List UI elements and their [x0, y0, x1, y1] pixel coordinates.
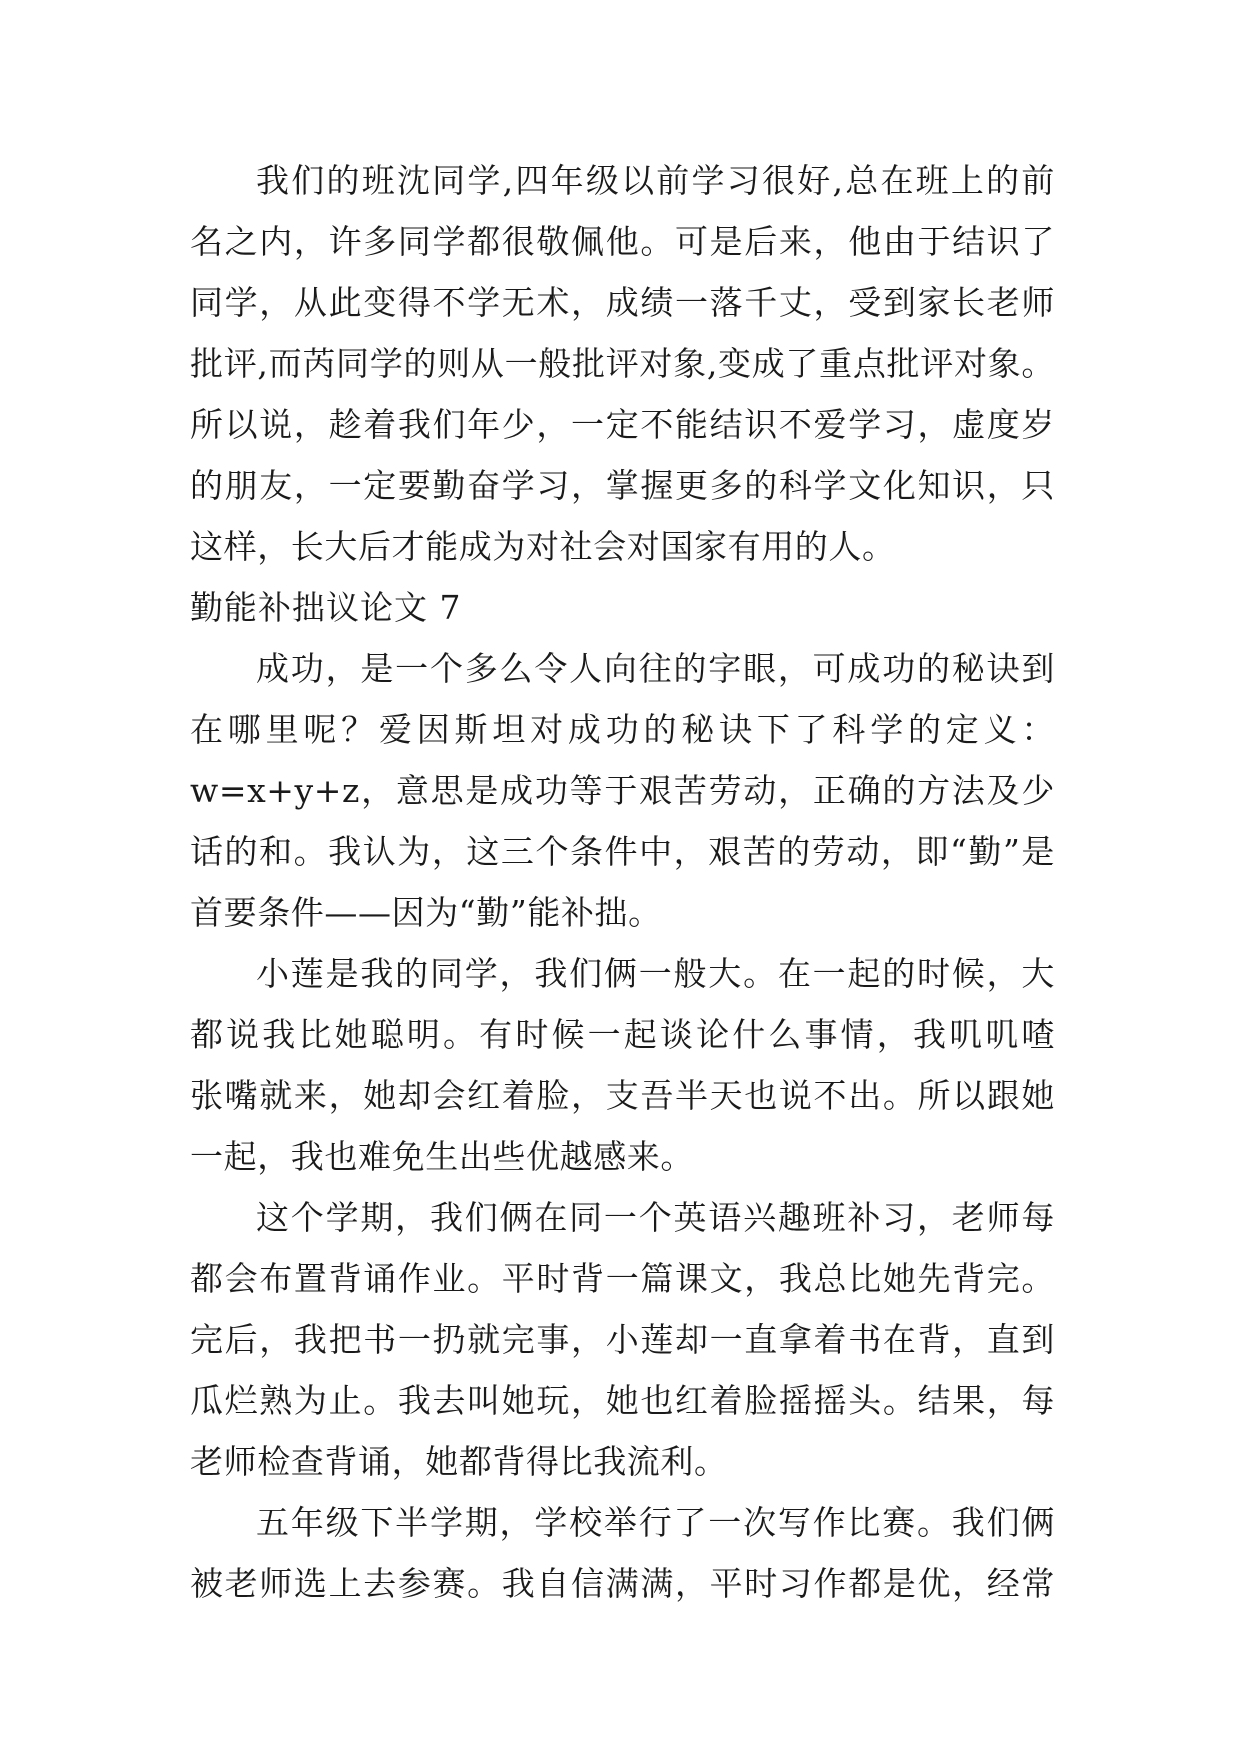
text-line: 一起，我也难免生出些优越感来。 [190, 1137, 694, 1176]
text-line: 都会布置背诵作业。平时背一篇课文，我总比她先背完。 [190, 1259, 1055, 1298]
text-line: 成功，是一个多么令人向往的字眼，可成功的秘诀到 [256, 649, 1055, 688]
text-line: 都说我比她聪明。有时候一起谈论什么事情，我叽叽喳 [190, 1015, 1055, 1054]
text-line: 在哪里呢？爱因斯坦对成功的秘诀下了科学的定义： [190, 710, 1055, 749]
text-line: 话的和。我认为，这三个条件中，艰苦的劳动，即“勤”是 [190, 832, 1055, 871]
text-line: 的朋友，一定要勤奋学习，掌握更多的科学文化知识，只 [190, 466, 1055, 505]
text-line: 首要条件——因为“勤”能补拙。 [190, 893, 662, 932]
text-line: 名之内，许多同学都很敬佩他。可是后来，他由于结识了 [190, 222, 1055, 261]
text-line: 小莲是我的同学，我们俩一般大。在一起的时候，大 [256, 954, 1055, 993]
text-line: 同学，从此变得不学无术，成绩一落千丈，受到家长老师 [190, 283, 1055, 322]
text-line: w=x+y+z，意思是成功等于艰苦劳动，正确的方法及少 [190, 771, 1055, 810]
section-heading: 勤能补拙议论文 7 [190, 588, 462, 627]
text-line: 这个学期，我们俩在同一个英语兴趣班补习，老师每 [256, 1198, 1055, 1237]
text-line: 这样，长大后才能成为对社会对国家有用的人。 [190, 527, 896, 566]
essay-body [190, 150, 1055, 1614]
text-line: 我们的班沈同学,四年级以前学习很好,总在班上的前 [256, 161, 1055, 200]
text-line: 张嘴就来，她却会红着脸，支吾半天也说不出。所以跟她 [190, 1076, 1055, 1115]
text-line: 批评,而芮同学的则从一般批评对象,变成了重点批评对象。 [190, 344, 1055, 383]
text-line: 瓜烂熟为止。我去叫她玩，她也红着脸摇摇头。结果，每 [190, 1381, 1055, 1420]
text-line: 老师检查背诵，她都背得比我流利。 [190, 1442, 728, 1481]
text-line: 所以说，趁着我们年少，一定不能结识不爱学习，虚度岁 [190, 405, 1055, 444]
text-line: 完后，我把书一扔就完事，小莲却一直拿着书在背，直到 [190, 1320, 1055, 1359]
text-line: 被老师选上去参赛。我自信满满，平时习作都是优，经常 [190, 1564, 1055, 1603]
text-line: 五年级下半学期，学校举行了一次写作比赛。我们俩 [256, 1503, 1055, 1542]
